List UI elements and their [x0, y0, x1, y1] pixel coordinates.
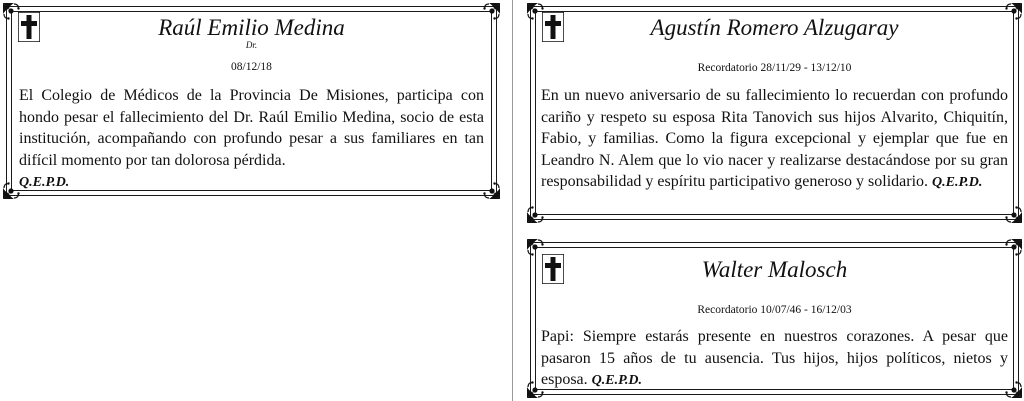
obituary-notice-romero-alzugaray — [530, 6, 1019, 220]
obituary-notice-medina — [6, 6, 497, 196]
notice-date: Recordatorio 28/11/29 - 13/12/10 — [697, 62, 852, 74]
deceased-name: Walter Malosch — [701, 257, 848, 282]
corner-flourish-icon — [1001, 202, 1023, 224]
notice-date: 08/12/18 — [231, 61, 272, 73]
deceased-title: Dr. — [245, 40, 258, 50]
qepd-closing: Q.E.P.D. — [19, 175, 70, 190]
notice-body — [541, 85, 1008, 194]
qepd-closing: Q.E.P.D. — [591, 373, 642, 388]
notice-text: El Colegio de Médicos de la Provincia De Misiones, participa con hondo pesar el fallecimiento del Dr. Raúl Emilio Medina, socio de esta institución, acompañando con profundo pesar a sus familiares en tan difícil momento por tan dolorosa pérdida. — [19, 87, 484, 169]
deceased-name: Agustín Romero Alzugaray — [650, 15, 899, 40]
obituary-notice-malosch — [530, 242, 1019, 395]
notice-text: Papi: Siempre estarás presente en nuestros corazones. A pesar que pasaron 15 años de tu ausencia. Tus hijos, hijos políticos, nietos y esposa. — [541, 328, 1008, 388]
notice-text: En un nuevo aniversario de su fallecimiento lo recuerdan con profundo cariño y respeto su esposa Rita Tanovich sus hijos Alvarito, Chiquitín, Fabio, y familias. Como la figura excepcional y ejemplar que fue en Leandro N. Alem que lo vio nacer y realizarse destacándose por su gran responsabilidad y espíritu participativo generoso y solidario. — [541, 87, 1008, 190]
column-divider — [512, 0, 513, 401]
corner-flourish-icon — [526, 202, 548, 224]
notice-body — [19, 85, 484, 194]
deceased-name: Raúl Emilio Medina — [158, 15, 345, 40]
qepd-closing: Q.E.P.D. — [932, 175, 983, 190]
notice-body — [541, 326, 1008, 392]
notice-date: Recordatorio 10/07/46 - 16/12/03 — [697, 304, 852, 316]
